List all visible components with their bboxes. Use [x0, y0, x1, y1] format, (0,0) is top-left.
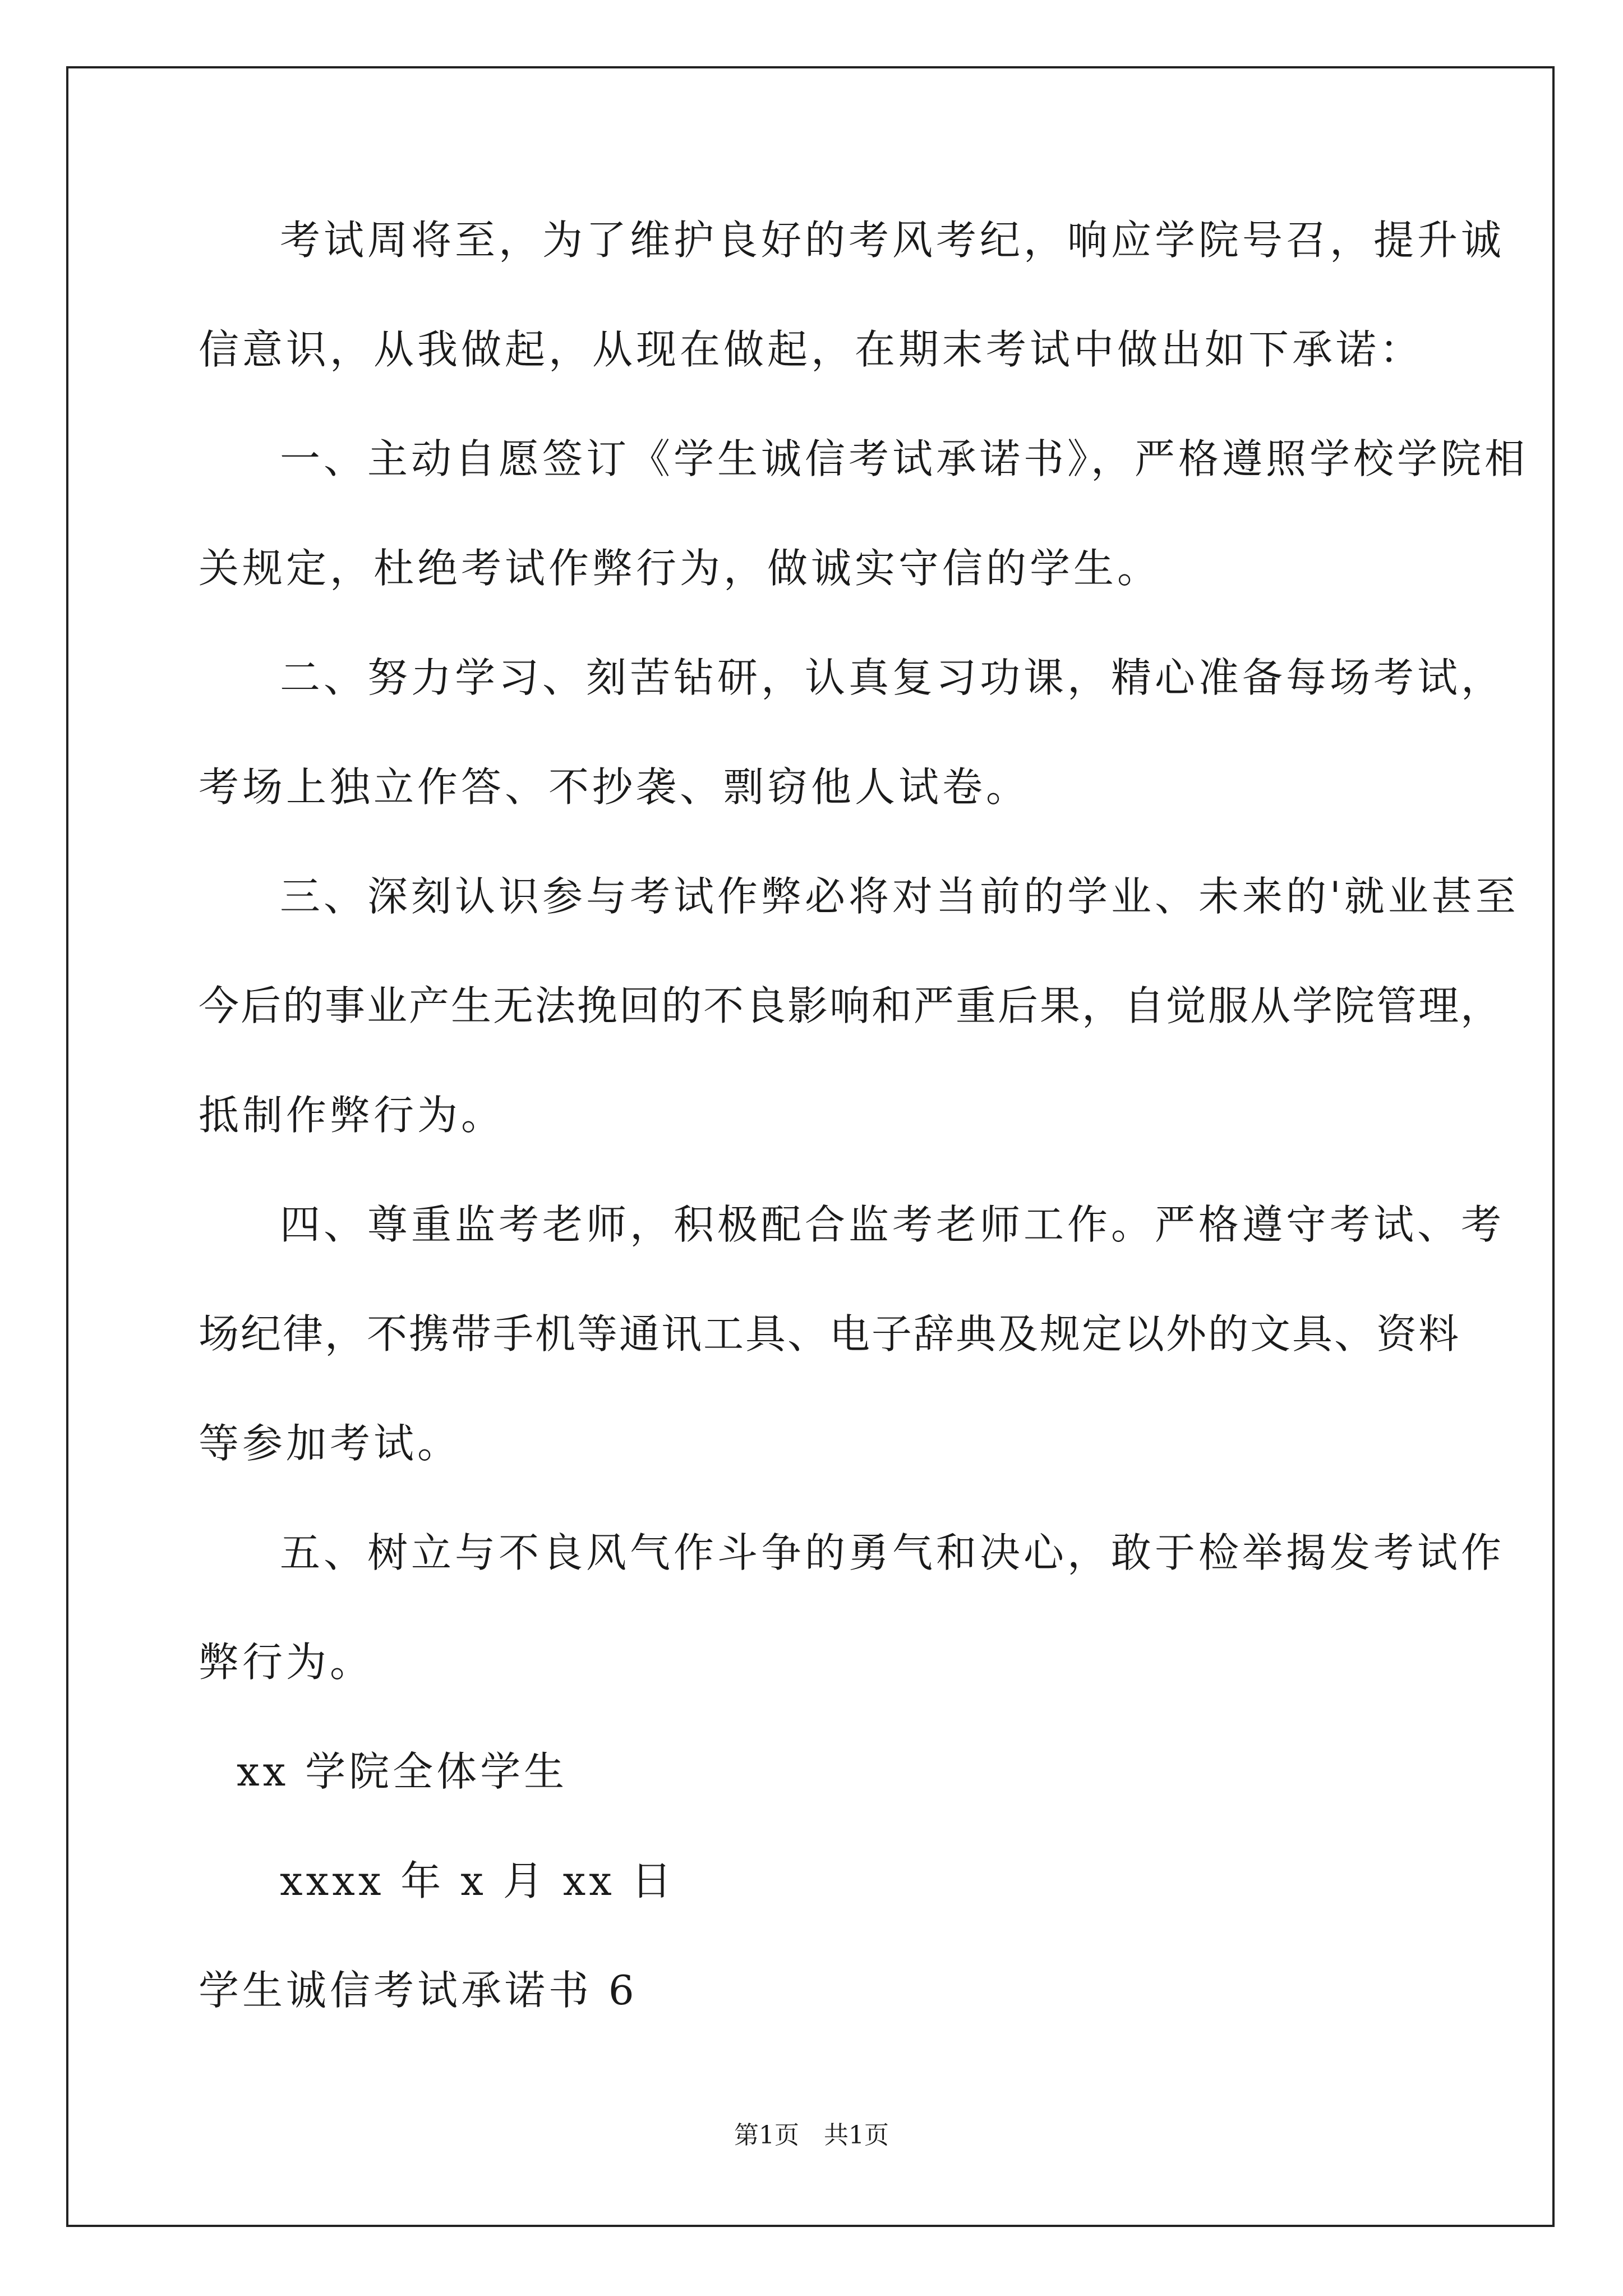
item-four-line-1: 四、尊重监考老师，积极配合监考老师工作。严格遵守考试、考 — [280, 1201, 1505, 1248]
page-footer: 第1页 共1页 — [734, 2121, 889, 2150]
item-four-line-3: 等参加考试。 — [199, 1420, 462, 1467]
item-one-line-2: 关规定，杜绝考试作弊行为，做诚实守信的学生。 — [199, 545, 1161, 592]
item-two-line-1: 二、努力学习、刻苦钻研，认真复习功课，精心准备每场考试， — [280, 654, 1505, 701]
paragraph-intro-line-1: 考试周将至，为了维护良好的考风考纪，响应学院号召，提升诚 — [280, 217, 1505, 264]
signature-line: xx 学院全体学生 — [237, 1748, 568, 1795]
paragraph-intro-line-2: 信意识，从我做起，从现在做起，在期末考试中做出如下承诺： — [199, 326, 1424, 373]
item-three-line-2: 今后的事业产生无法挽回的不良影响和严重后果，自觉服从学院管理， — [199, 982, 1503, 1029]
item-five-line-2: 弊行为。 — [199, 1639, 374, 1686]
item-three-line-3: 抵制作弊行为。 — [199, 1092, 505, 1139]
next-section-title: 学生诚信考试承诺书 6 — [199, 1967, 638, 2014]
item-two-line-2: 考场上独立作答、不抄袭、剽窃他人试卷。 — [199, 763, 1030, 811]
item-four-line-2: 场纪律，不携带手机等通讯工具、电子辞典及规定以外的文具、资料 — [199, 1310, 1461, 1358]
item-one-line-1: 一、主动自愿签订《学生诚信考试承诺书》，严格遵照学校学院相 — [280, 435, 1529, 482]
date-line: xxxx 年 x 月 xx 日 — [280, 1857, 675, 1904]
item-three-line-1: 三、深刻认识参与考试作弊必将对当前的学业、未来的'就业甚至 — [280, 873, 1519, 920]
item-five-line-1: 五、树立与不良风气作斗争的勇气和决心，敢于检举揭发考试作 — [280, 1529, 1505, 1576]
